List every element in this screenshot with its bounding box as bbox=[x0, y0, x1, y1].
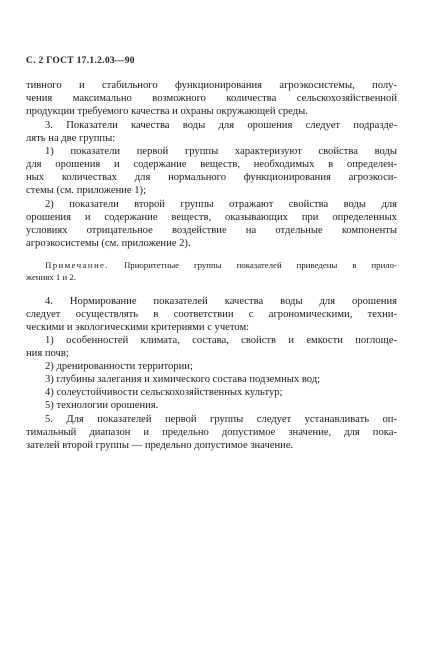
note-line bbox=[45, 260, 397, 271]
list-item-line: 1) особенностей климата, состава, свойств и емкости поглоще- bbox=[45, 335, 397, 346]
list-item-line: 2) дренированности территории; bbox=[45, 361, 193, 372]
list-item-line: 5) технологии орошения. bbox=[45, 400, 159, 411]
paragraph-line: продукции требуемого качества и охраны окружающей среды. bbox=[26, 106, 308, 117]
paragraph-line: лять на две группы: bbox=[26, 133, 116, 144]
page-header: С. 2 ГОСТ 17.1.2.03—90 bbox=[26, 56, 135, 66]
paragraph-line: 3. Показатели качества воды для орошения следует подразде- bbox=[45, 120, 397, 131]
list-item-line: ных количествах для нормального функционирования агроэкоси- bbox=[26, 172, 397, 183]
list-item-line: 3) глубины залегания и химического состава подземных вод; bbox=[45, 374, 321, 385]
paragraph-line: чения максимально возможного количества сельскохозяйственной bbox=[26, 93, 397, 104]
paragraph-line: 5. Для показателей первой группы следует устанавливать оп- bbox=[45, 414, 397, 425]
list-item-line: для орошения и содержание веществ, необходимых в определен- bbox=[26, 159, 397, 170]
list-item-line: 4) солеустойчивости сельскохозяйственных культур; bbox=[45, 387, 283, 398]
note-label: Примечание. bbox=[45, 260, 109, 270]
note-line: жениях 1 и 2. bbox=[26, 272, 77, 282]
list-item-line: 2) показатели второй группы отражают свойства воды для bbox=[45, 199, 397, 210]
list-item-line: стемы (см. приложение 1); bbox=[26, 185, 147, 196]
paragraph-line: следует осуществлять в соответствии с агрономическими, техни- bbox=[26, 309, 397, 320]
list-item-line: 1) показатели первой группы характеризуют свойства воды bbox=[45, 146, 397, 157]
list-item-line: орошения и содержание веществ, оказывающих при определенных bbox=[26, 212, 397, 223]
paragraph-line: зателей второй группы — предельно допустимое значение. bbox=[26, 440, 294, 451]
paragraph-line: 4. Нормирование показателей качества воды для орошения bbox=[45, 296, 397, 307]
note-text: Приоритетные группы показателей приведены в прило- bbox=[123, 260, 397, 270]
paragraph-line: тивного и стабильного функционирования агроэкосистемы, полу- bbox=[26, 80, 397, 91]
list-item-line: агроэкосистемы (см. приложение 2). bbox=[26, 238, 191, 249]
paragraph-line: тимальный диапазон и предельно допустимое значение, для пока- bbox=[26, 427, 397, 438]
list-item-line: ния почв; bbox=[26, 348, 69, 359]
list-item-line: условиях отрицательное воздействие на отдельные компоненты bbox=[26, 225, 397, 236]
paragraph-line: ческими и экологическими критериями с учетом: bbox=[26, 322, 250, 333]
